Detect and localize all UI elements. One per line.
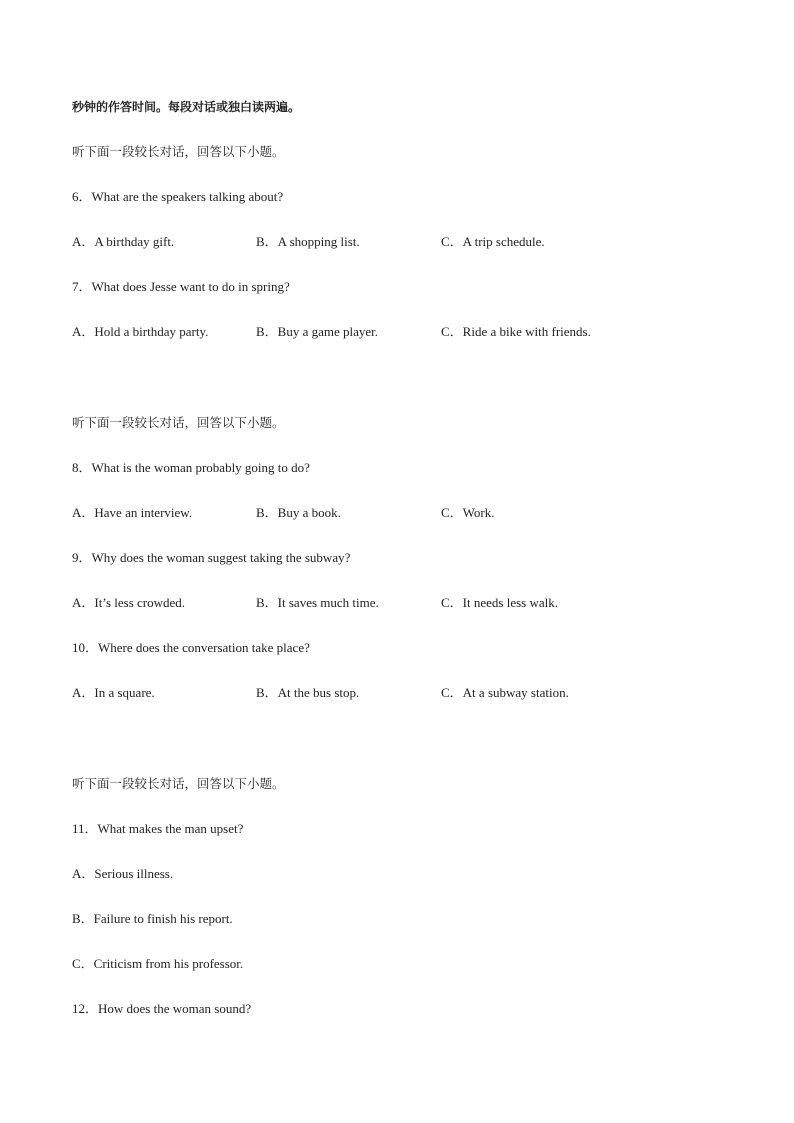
question-11-option-a: A．Serious illness. — [72, 866, 174, 881]
section-heading: 听下面一段较长对话，回答以下小题。 — [72, 144, 285, 159]
question-stem-10: 10．Where does the conversation take place? — [72, 640, 310, 655]
question-8-option-b: B．Buy a book. — [256, 505, 341, 520]
question-6-option-b: B．A shopping list. — [256, 234, 360, 249]
question-stem-12: 12．How does the woman sound? — [72, 1001, 252, 1016]
question-7-option-b: B．Buy a game player. — [256, 324, 379, 339]
question-10-option-b: B．At the bus stop. — [256, 685, 360, 700]
question-6-option-c: C．A trip schedule. — [441, 234, 545, 249]
question-9-option-a: A．It’s less crowded. — [72, 595, 186, 610]
question-7-option-a: A．Hold a birthday party. — [72, 324, 209, 339]
instructions-continuation: 秒钟的作答时间。每段对话或独白读两遍。 — [72, 100, 301, 114]
section-heading: 听下面一段较长对话，回答以下小题。 — [72, 415, 285, 430]
question-8-option-c: C．Work. — [441, 505, 495, 520]
question-stem-9: 9．Why does the woman suggest taking the subway? — [72, 550, 351, 565]
section-heading: 听下面一段较长对话，回答以下小题。 — [72, 776, 285, 791]
question-stem-6: 6．What are the speakers talking about? — [72, 189, 284, 204]
question-8-option-a: A．Have an interview. — [72, 505, 193, 520]
question-6-option-a: A．A birthday gift. — [72, 234, 175, 249]
question-10-option-c: C．At a subway station. — [441, 685, 569, 700]
question-stem-8: 8．What is the woman probably going to do? — [72, 460, 310, 475]
question-stem-7: 7．What does Jesse want to do in spring? — [72, 279, 290, 294]
question-11-option-b: B．Failure to finish his report. — [72, 911, 233, 926]
question-stem-11: 11．What makes the man upset? — [72, 821, 244, 836]
question-11-option-c: C．Criticism from his professor. — [72, 956, 244, 971]
question-9-option-c: C．It needs less walk. — [441, 595, 558, 610]
question-10-option-a: A．In a square. — [72, 685, 155, 700]
question-7-option-c: C．Ride a bike with friends. — [441, 324, 591, 339]
question-9-option-b: B．It saves much time. — [256, 595, 379, 610]
